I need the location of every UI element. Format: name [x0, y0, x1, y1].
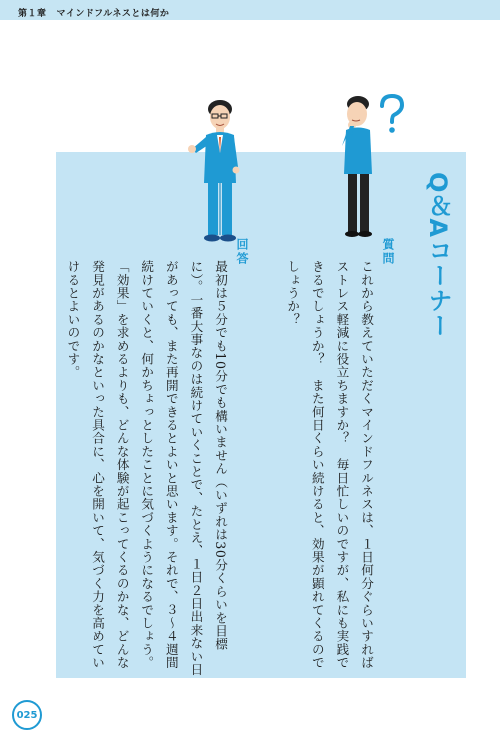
answer-label: 回答 — [235, 238, 249, 266]
thinking-person-illustration — [322, 92, 412, 242]
chapter-title: マインドフルネスとは何か — [56, 9, 170, 19]
answer-text: 最初は５分でも10分でも構いません（いずれは30分くらいを目標に）。一番大事なのは続けていくことで、たとえ、１日２日出来ない日があっても、また再開できるとよいと思います。それで、３〜４週間続けていくと、何かちょっとしたことに気づくようになるでしょう。「効果」を求めるよりも、どんな体験が起こってくるのかな、どんな発見があるのかなといった具合に、心を開いて、気づく力を高めていけるとよいのです。 — [65, 260, 228, 677]
question-label: 質問 — [381, 238, 395, 266]
chapter-number: 第１章 — [18, 9, 47, 19]
expert-illustration — [180, 95, 250, 245]
question-text: これから教えていただくマインドフルネスは、１日何分ぐらいすればストレス軽減に役立ちますか？ 毎日忙しいのですが、私にも実践できるでしょうか？ また何日くらい続けると、効果が顕れてくるのでしょうか？ — [285, 260, 374, 670]
chapter-header — [18, 6, 169, 19]
page-number: 025 — [12, 700, 42, 730]
question-mark-icon — [382, 96, 402, 133]
qa-corner-title: Q＆Aコーナー — [424, 172, 452, 338]
